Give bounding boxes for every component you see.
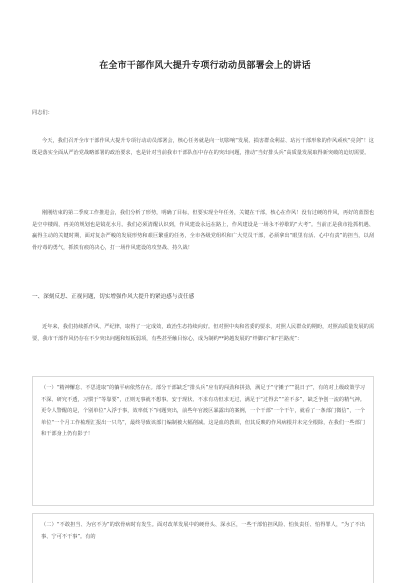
paragraph-problems: 近年来，我们持续抓作风、严纪律，取得了一定成效，政治生态持续向好。但对照中央和省委的要求，对照人民群众的期盼，对照高质量发展的需要，我市干部作风仍存在不少突出问题和短板弱项，有些甚至触目惊心，成为制约**跨越发展的“绊脚石”和“拦路虎”： [32, 324, 375, 342]
problem-box-1 [32, 376, 374, 506]
problem-box-2 [32, 513, 374, 583]
greeting: 同志们： [32, 110, 53, 116]
problem-box-1-text: （一）“精神懈怠、不思进取”的躺平病依然存在。部分干部缺乏“排头兵”应有的闯劲和拼劲，满足于“守摊子”“混日子”，有的对上级政策学习不深、研究不透，习惯于“等靠要”，正则无事就不想事。安于现状、不求有功但求无过，满足于“过得去”“差不多”，缺乏争创一流的精气神。更令人警醒的是，个别单位“入浮于事，效率低下”问题突出，前些年官渡区暴露出的案例，一个干部“一个干午，就看了一条部门微信”，一个单位“一个月工作梳理汇报出一只鸟”，最终导致该部门编制被大幅削减。这是血的教训，但其反映的作风病根并未完全根除，在我们一些部门和干部身上仍有影子！ [41, 385, 365, 438]
section-heading: 一、深刻反思、正视问题，切实增强作风大提升的紧迫感与责任感 [32, 294, 195, 300]
problem-box-2-text: （二）“不敢担当、为官不为”的软骨病时有发生。面对改革发展中的硬骨头、深水区，一些干部怕担风险、怕负责任、怕得罪人，“为了不出事、宁可不干事”。有的 [41, 522, 365, 540]
paragraph-intro: 今天，我们召开全市干部作风大提升专项行动动员部署会，核心任务就是向一切影响“发展、损害群众利益、玷污干部形象的作风顽疾“亮剑”！这既是落实全面从严治党战略部署的政治要求，也是针对当前我市干部队伍中存在的突出问题，推动“当好排头兵”高质量发展取得新突破的迫切需要。 [32, 138, 374, 156]
document-title: 在全市干部作风大提升专项行动动员部署会上的讲话 [99, 61, 311, 71]
paragraph-context: 刚刚结束的第二季度工作推进会，我们分析了形势，明确了目标，但要实现全年任务，关键在干部，核心在作风！没有过硬的作风，再好的蓝图也是空中楼阁，再美的规划也是镜花水月。我们必须清醒认识到，作风建设永远在路上，作风建设是一场永不停歇的“大考”。当前正是我市抢抓机遇、赢得主动的关键时期，面对复杂严峻的发展形势和艰巨繁重的任务，全市各级党组织和广大党员干部，必须拿出“眼里有活、心中有责”的担当，以刮骨疗毒的勇气，抓铁有痕的决心，打一场作风建设的攻坚战、持久战！ [32, 210, 375, 251]
